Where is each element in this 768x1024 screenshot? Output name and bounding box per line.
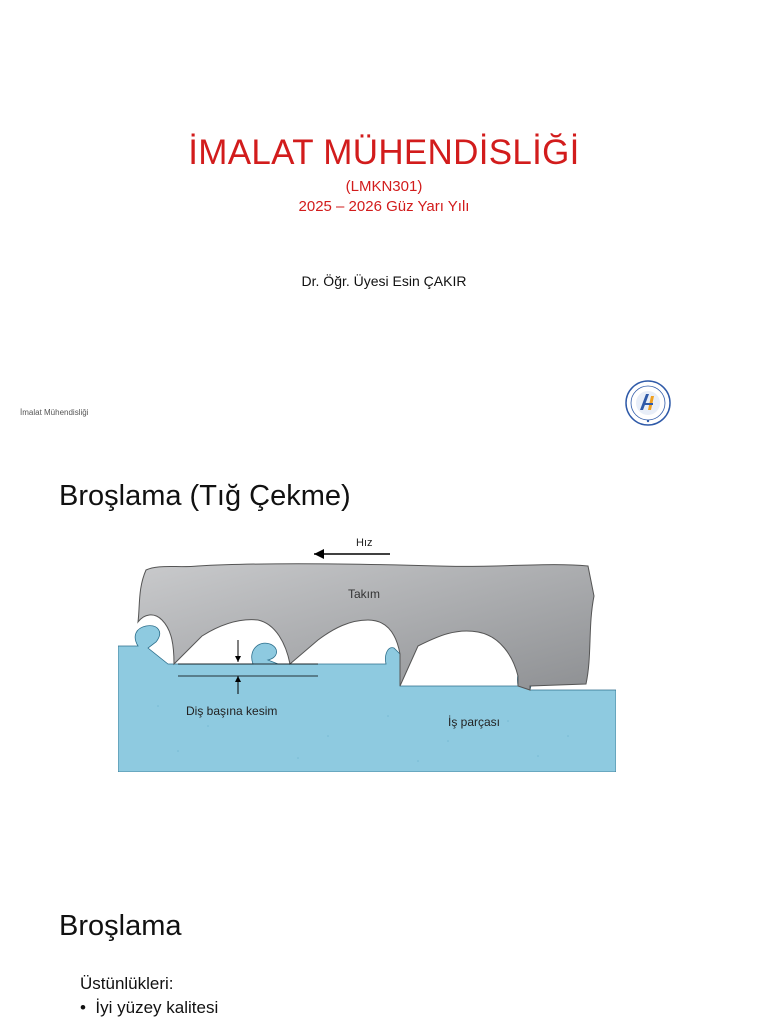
title-slide bbox=[0, 0, 768, 440]
slide-footer: İmalat Mühendisliği bbox=[20, 408, 89, 417]
section-heading: Üstünlükleri: bbox=[80, 974, 174, 993]
tool-label: Takım bbox=[348, 587, 381, 601]
slide-title: Broşlama (Tığ Çekme) bbox=[59, 480, 351, 512]
broaching-advantages-slide bbox=[0, 860, 768, 1024]
cut-per-tooth-label: Diş başına kesim bbox=[186, 704, 278, 718]
presentation-title: İMALAT MÜHENDİSLİĞİ bbox=[188, 133, 580, 172]
slide-title: Broşlama bbox=[59, 910, 182, 942]
author-name: Dr. Öğr. Üyesi Esin ÇAKIR bbox=[301, 273, 467, 289]
term-label: 2025 – 2026 Güz Yarı Yılı bbox=[298, 198, 470, 215]
speed-arrow-head bbox=[314, 549, 324, 559]
bullet-dot-icon: • bbox=[80, 998, 96, 1017]
bullet-text: İyi yüzey kalitesi bbox=[95, 998, 219, 1017]
speed-label: Hız bbox=[356, 537, 373, 549]
broaching-diagram bbox=[118, 536, 616, 772]
course-code: (LMKN301) bbox=[345, 178, 423, 195]
university-seal-icon bbox=[625, 380, 671, 426]
workpiece-label: İş parçası bbox=[448, 715, 501, 729]
bullet-item bbox=[80, 998, 218, 1018]
broaching-slide bbox=[0, 440, 768, 860]
